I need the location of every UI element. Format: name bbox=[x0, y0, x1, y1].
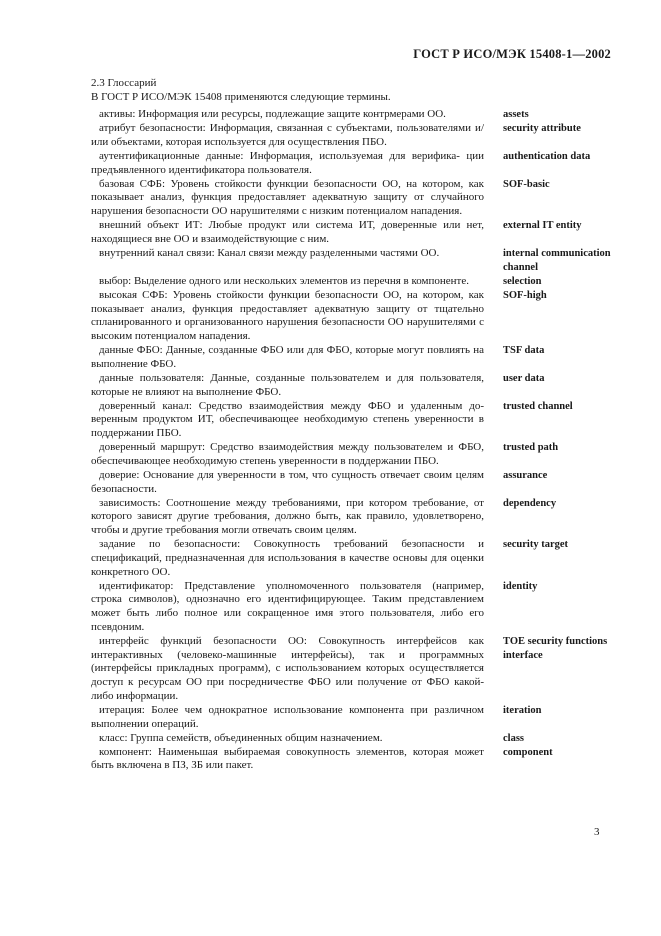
glossary-list bbox=[91, 108, 621, 774]
glossary-definition: доверенный канал: Средство взаимодействия между ФБО и удаленным до- веренным продуктом ИТ, обеспечивающее необходимую степень уверенности в поддержании ПБО. bbox=[91, 399, 484, 440]
glossary-entry bbox=[91, 580, 621, 635]
glossary-entry bbox=[91, 150, 621, 177]
section-heading: 2.3 Глоссарий bbox=[91, 77, 157, 89]
glossary-term: selection bbox=[503, 275, 542, 287]
glossary-term: trusted path bbox=[503, 442, 559, 454]
glossary-definition: класс: Группа семейств, объединенных общим назначением. bbox=[99, 731, 383, 744]
glossary-definition: выбор: Выделение одного или нескольких элементов из перечня в компоненте. bbox=[99, 274, 469, 287]
glossary-definition: задание по безопасности: Совокупность требований безопасности и спецификаций, предназначенная для использования в качестве основы для оценки конкретного ОО. bbox=[91, 538, 484, 578]
glossary-definition: интерфейс функций безопасности ОО: Совокупность интерфейсов как интерактивных (человеко-машинные интерфейсы), так и программных (интерфейсы прикладных программ), с использованием которых осуществляется доступ к ресурсам ОО при посредничестве ФБО или получение от ФБО какой-либо информации. bbox=[91, 634, 484, 702]
glossary-term: component bbox=[503, 746, 553, 758]
glossary-definition: базовая СФБ: Уровень стойкости функции безопасности ОО, на котором, как показывает анализ, функция предоставляет адекватную защиту от случайного нарушения безопасности ОО нарушителями с низким потенциалом нападения. bbox=[91, 177, 484, 218]
glossary-entry bbox=[91, 746, 621, 773]
glossary-definition: данные пользователя: Данные, созданные пользователем и для пользователя, которые не влияют на выполнение ФБО. bbox=[91, 371, 484, 398]
section-intro bbox=[91, 76, 391, 104]
glossary-term: SOF-high bbox=[503, 289, 547, 301]
glossary-entry bbox=[91, 497, 621, 538]
glossary-definition: данные ФБО: Данные, созданные ФБО или для ФБО, которые могут повлиять на выполнение ФБО. bbox=[91, 344, 484, 370]
glossary-term: external IT entity bbox=[503, 220, 582, 232]
glossary-entry bbox=[91, 441, 621, 468]
glossary-entry bbox=[91, 469, 621, 496]
glossary-entry bbox=[91, 122, 621, 149]
glossary-entry bbox=[91, 372, 621, 399]
glossary-entry bbox=[91, 219, 621, 246]
glossary-term: dependency bbox=[503, 497, 557, 509]
glossary-term: trusted channel bbox=[503, 400, 573, 412]
glossary-entry bbox=[91, 247, 621, 274]
glossary-entry bbox=[91, 289, 621, 344]
glossary-entry bbox=[91, 704, 621, 731]
glossary-entry bbox=[91, 400, 621, 441]
glossary-definition: доверие: Основание для уверенности в том, что сущность отвечает своим целям безопасности. bbox=[91, 468, 484, 495]
glossary-definition: идентификатор: Представление уполномоченного пользователя (например, строка символов), однозначно его идентифицирующее. Таким представлением может быть либо полное или сокращенное имя этого пользователя, либо его псевдоним. bbox=[91, 579, 484, 633]
glossary-entry bbox=[91, 732, 621, 746]
glossary-term: assurance bbox=[503, 469, 548, 481]
glossary-definition: итерация: Более чем однократное использование компонента при различном выполнении операций. bbox=[91, 703, 484, 730]
glossary-entry bbox=[91, 178, 621, 219]
glossary-definition: внешний объект ИТ: Любые продукт или система ИТ, доверенные или нет, находящиеся вне ОО и взаимодействующие с ним. bbox=[91, 219, 484, 245]
glossary-entry bbox=[91, 275, 621, 289]
page-number: 3 bbox=[594, 826, 600, 838]
glossary-entry bbox=[91, 635, 621, 704]
glossary-term: iteration bbox=[503, 704, 542, 716]
glossary-definition: зависимость: Соотношение между требованиями, при котором требование, от которого зависят другие требования, должно быть, как правило, удовлетворено, чтобы и другие требования могли отвечать своим целям. bbox=[91, 496, 484, 537]
glossary-term: TSF data bbox=[503, 345, 545, 357]
glossary-definition: активы: Информация или ресурсы, подлежащие защите контрмерами ОО. bbox=[99, 108, 446, 120]
glossary-entry bbox=[91, 538, 621, 579]
glossary-entry bbox=[91, 344, 621, 371]
glossary-term: assets bbox=[503, 109, 529, 120]
document-header: ГОСТ Р ИСО/МЭК 15408-1—2002 bbox=[413, 47, 611, 61]
glossary-definition: доверенный маршрут: Средство взаимодействия между пользователем и ФБО, обеспечивающее необходимую степень уверенности в поддержании ПБО. bbox=[91, 441, 484, 467]
glossary-term: authentication data bbox=[503, 150, 591, 162]
glossary-term: TOE security functions interface bbox=[503, 635, 608, 661]
glossary-definition: атрибут безопасности: Информация, связанная с субъектами, пользователями и/или объектами, которая используется для осуществления ПБО. bbox=[91, 122, 484, 148]
glossary-term: class bbox=[503, 732, 524, 744]
glossary-definition: высокая СФБ: Уровень стойкости функции безопасности ОО, на котором, как показывает анализ, функция предоставляет адекватную защиту от тщательно спланированного и организованного нарушения безопасности ОО нарушителями с высоким потенциалом нападения. bbox=[91, 288, 484, 342]
glossary-entry bbox=[91, 108, 621, 122]
glossary-term: security attribute bbox=[503, 123, 581, 135]
glossary-definition: компонент: Наименьшая выбираемая совокупность элементов, которая может быть включена в ПЗ, ЗБ или пакет. bbox=[91, 745, 484, 772]
glossary-definition: аутентификационные данные: Информация, используемая для верифика- ции предъявленного идентификатора пользователя. bbox=[91, 149, 484, 176]
glossary-term: user data bbox=[503, 372, 545, 384]
glossary-definition: внутренний канал связи: Канал связи между разделенными частями ОО. bbox=[99, 246, 440, 259]
section-intro-text: В ГОСТ Р ИСО/МЭК 15408 применяются следующие термины. bbox=[91, 91, 391, 103]
glossary-term: internal communication channel bbox=[503, 247, 611, 273]
glossary-term: security target bbox=[503, 539, 569, 551]
glossary-term: identity bbox=[503, 580, 538, 592]
glossary-term: SOF-basic bbox=[503, 178, 550, 190]
